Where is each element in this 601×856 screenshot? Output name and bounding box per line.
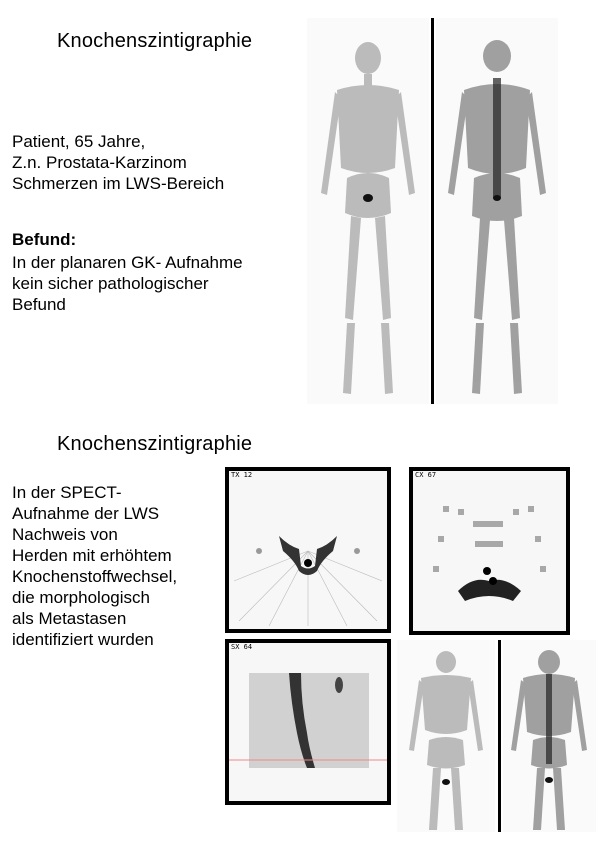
whole-body-scan-anterior	[307, 18, 429, 404]
spect-transversal-panel	[225, 467, 391, 633]
tx-label: TX 12	[231, 471, 253, 479]
spect-coronal-panel	[409, 467, 570, 635]
spect-line-8: identifiziert wurden	[12, 630, 154, 649]
spect-line-7: als Metastasen	[12, 609, 127, 628]
scan-divider	[431, 18, 434, 404]
patient-age-line: Patient, 65 Jahre,	[12, 132, 146, 151]
befund-heading: Befund:	[12, 230, 77, 249]
spect-line-2: Aufnahme der LWS	[12, 504, 160, 523]
spect-line-1: In der SPECT-	[12, 483, 122, 502]
patient-symptom-line: Schmerzen im LWS-Bereich	[12, 174, 225, 193]
befund-line-2: kein sicher pathologischer	[12, 274, 209, 293]
slide1-title: Knochenszintigraphie	[57, 30, 253, 52]
patient-history-line: Z.n. Prostata-Karzinom	[12, 153, 187, 172]
spect-line-3: Nachweis von	[12, 525, 118, 544]
befund-line-1: In der planaren GK- Aufnahme	[12, 253, 243, 272]
spect-text	[12, 482, 212, 650]
cx-label: CX 67	[415, 471, 437, 479]
whole-body-scan-posterior	[436, 18, 558, 404]
spect-sagittal-panel	[225, 639, 391, 805]
befund-text	[12, 252, 297, 315]
small-whole-body-anterior	[397, 640, 495, 832]
slide2-title: Knochenszintigraphie	[57, 433, 253, 455]
sx-label: SX 64	[231, 643, 253, 651]
spect-line-5: Knochenstoffwechsel,	[12, 567, 178, 586]
spect-line-4: Herden mit erhöhtem	[12, 546, 172, 565]
small-whole-body-posterior	[503, 640, 596, 832]
spect-line-6: die morphologisch	[12, 588, 150, 607]
patient-info	[12, 131, 297, 194]
small-scan-divider	[498, 640, 501, 832]
befund-line-3: Befund	[12, 295, 66, 314]
